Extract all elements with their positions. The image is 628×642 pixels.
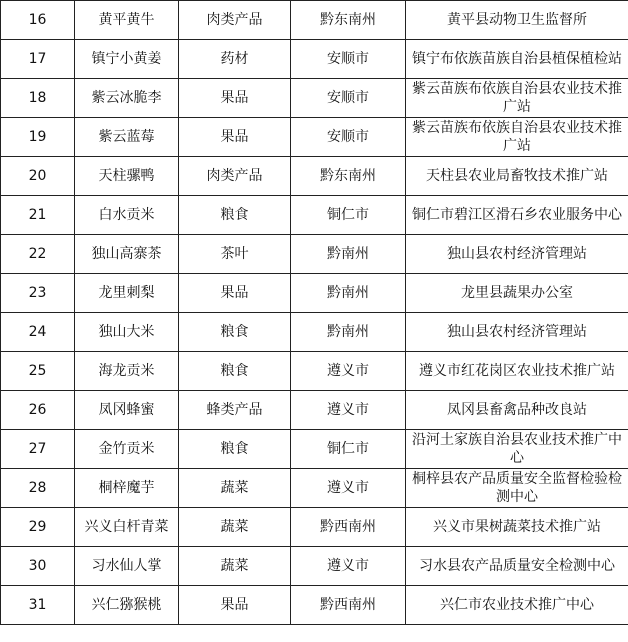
responsible-unit-cell: 龙里县蔬果办公室: [406, 274, 628, 313]
region-cell: 安顺市: [291, 40, 406, 79]
region-cell: 安顺市: [291, 118, 406, 157]
row-number-cell: 26: [1, 391, 75, 430]
region-cell: 遵义市: [291, 352, 406, 391]
row-number-cell: 28: [1, 469, 75, 508]
row-number-cell: 24: [1, 313, 75, 352]
product-name-cell: 黄平黄牛: [75, 1, 179, 40]
product-name-cell: 独山大米: [75, 313, 179, 352]
category-cell: 蔬菜: [179, 547, 291, 586]
category-cell: 果品: [179, 274, 291, 313]
region-cell: 黔西南州: [291, 586, 406, 625]
table-row: [1, 469, 628, 508]
responsible-unit-cell: 兴仁市农业技术推广中心: [406, 586, 628, 625]
product-name-cell: 龙里刺梨: [75, 274, 179, 313]
category-cell: 粮食: [179, 430, 291, 469]
region-cell: 铜仁市: [291, 430, 406, 469]
product-name-cell: 兴仁猕猴桃: [75, 586, 179, 625]
table-row: [1, 313, 628, 352]
responsible-unit-cell: 习水县农产品质量安全检测中心: [406, 547, 628, 586]
table-row: [1, 352, 628, 391]
table-row: [1, 274, 628, 313]
responsible-unit-cell: 遵义市红花岗区农业技术推广站: [406, 352, 628, 391]
table-row: [1, 118, 628, 157]
region-cell: 铜仁市: [291, 196, 406, 235]
product-name-cell: 凤冈蜂蜜: [75, 391, 179, 430]
region-cell: 黔东南州: [291, 157, 406, 196]
responsible-unit-cell: 桐梓县农产品质量安全监督检验检测中心: [406, 469, 628, 508]
category-cell: 药材: [179, 40, 291, 79]
product-name-cell: 兴义白杆青菜: [75, 508, 179, 547]
row-number-cell: 23: [1, 274, 75, 313]
table-row: [1, 1, 628, 40]
region-cell: 黔南州: [291, 313, 406, 352]
region-cell: 遵义市: [291, 547, 406, 586]
responsible-unit-cell: 铜仁市碧江区滑石乡农业服务中心: [406, 196, 628, 235]
region-cell: 黔南州: [291, 235, 406, 274]
responsible-unit-cell: 镇宁布依族苗族自治县植保植检站: [406, 40, 628, 79]
category-cell: 果品: [179, 79, 291, 118]
category-cell: 蔬菜: [179, 508, 291, 547]
product-name-cell: 习水仙人掌: [75, 547, 179, 586]
responsible-unit-cell: 紫云苗族布依族自治县农业技术推广站: [406, 79, 628, 118]
region-cell: 黔南州: [291, 274, 406, 313]
row-number-cell: 22: [1, 235, 75, 274]
product-name-cell: 紫云冰脆李: [75, 79, 179, 118]
product-name-cell: 桐梓魔芋: [75, 469, 179, 508]
responsible-unit-cell: 天柱县农业局畜牧技术推广站: [406, 157, 628, 196]
region-cell: 安顺市: [291, 79, 406, 118]
category-cell: 粮食: [179, 352, 291, 391]
category-cell: 粮食: [179, 196, 291, 235]
region-cell: 黔西南州: [291, 508, 406, 547]
category-cell: 茶叶: [179, 235, 291, 274]
region-cell: 遵义市: [291, 469, 406, 508]
table-row: [1, 547, 628, 586]
responsible-unit-cell: 独山县农村经济管理站: [406, 313, 628, 352]
row-number-cell: 21: [1, 196, 75, 235]
row-number-cell: 19: [1, 118, 75, 157]
table-row: [1, 196, 628, 235]
responsible-unit-cell: 凤冈县畜禽品种改良站: [406, 391, 628, 430]
row-number-cell: 29: [1, 508, 75, 547]
product-name-cell: 镇宁小黄姜: [75, 40, 179, 79]
category-cell: 肉类产品: [179, 1, 291, 40]
product-name-cell: 白水贡米: [75, 196, 179, 235]
responsible-unit-cell: 黄平县动物卫生监督所: [406, 1, 628, 40]
category-cell: 肉类产品: [179, 157, 291, 196]
table-row: [1, 391, 628, 430]
row-number-cell: 18: [1, 79, 75, 118]
region-cell: 黔东南州: [291, 1, 406, 40]
product-name-cell: 独山高寨茶: [75, 235, 179, 274]
responsible-unit-cell: 紫云苗族布依族自治县农业技术推广站: [406, 118, 628, 157]
row-number-cell: 30: [1, 547, 75, 586]
row-number-cell: 17: [1, 40, 75, 79]
product-name-cell: 天柱骡鸭: [75, 157, 179, 196]
row-number-cell: 31: [1, 586, 75, 625]
table-row: [1, 157, 628, 196]
product-name-cell: 海龙贡米: [75, 352, 179, 391]
product-name-cell: 金竹贡米: [75, 430, 179, 469]
table-row: [1, 430, 628, 469]
row-number-cell: 16: [1, 1, 75, 40]
table-row: [1, 79, 628, 118]
row-number-cell: 20: [1, 157, 75, 196]
responsible-unit-cell: 兴义市果树蔬菜技术推广站: [406, 508, 628, 547]
category-cell: 果品: [179, 118, 291, 157]
responsible-unit-cell: 独山县农村经济管理站: [406, 235, 628, 274]
product-name-cell: 紫云蓝莓: [75, 118, 179, 157]
category-cell: 蔬菜: [179, 469, 291, 508]
category-cell: 粮食: [179, 313, 291, 352]
row-number-cell: 25: [1, 352, 75, 391]
responsible-unit-cell: 沿河土家族自治县农业技术推广中心: [406, 430, 628, 469]
product-table-body: [1, 1, 628, 625]
table-row: [1, 40, 628, 79]
table-row: [1, 508, 628, 547]
table-row: [1, 586, 628, 625]
category-cell: 果品: [179, 586, 291, 625]
row-number-cell: 27: [1, 430, 75, 469]
table-row: [1, 235, 628, 274]
category-cell: 蜂类产品: [179, 391, 291, 430]
region-cell: 遵义市: [291, 391, 406, 430]
